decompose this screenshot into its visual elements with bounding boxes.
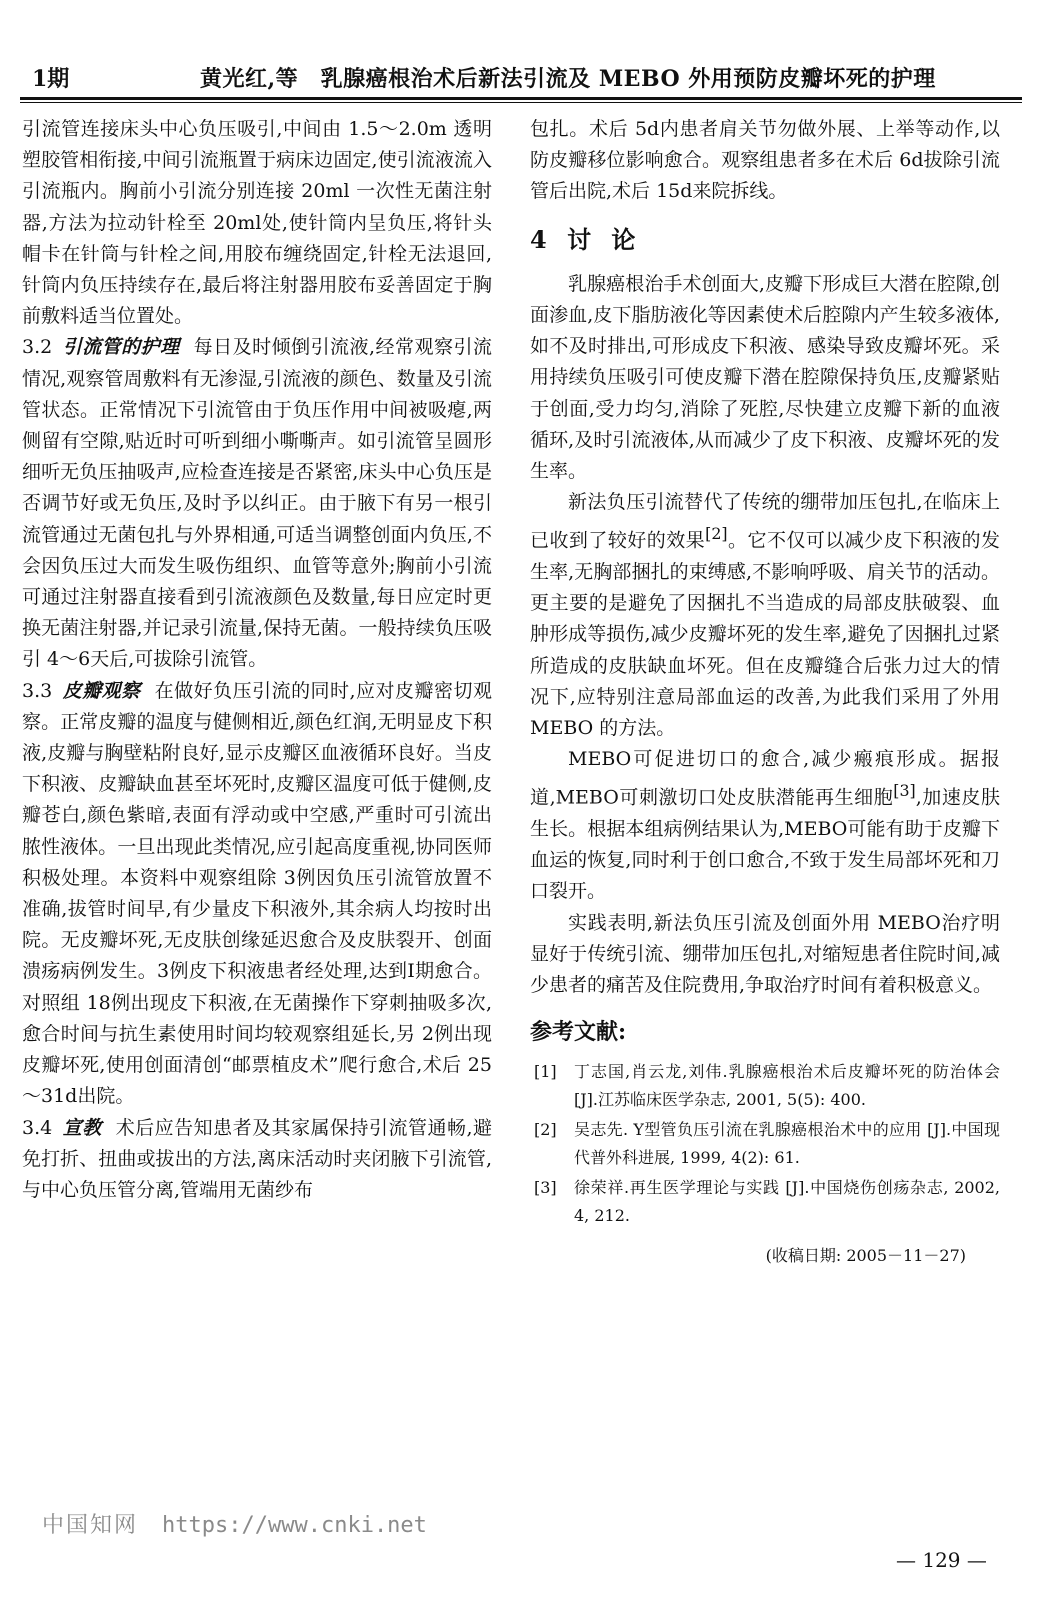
- reference-item: [530, 1058, 1000, 1114]
- left-column: [22, 114, 492, 1206]
- section-3-3: [22, 676, 492, 1113]
- section-3-2-text: 每日及时倾倒引流液,经常观察引流情况,观察管周敷料有无渗湿,引流液的颜色、数量及引流管状态。正常情况下引流管由于负压作用中间被吸瘪,两侧留有空隙,贴近时可听到细小嘶嘶声。如引流管呈圆形细听无负压抽吸声,应检查连接是否紧密,床头中心负压是否调节好或无负压,及时予以纠正。由于腋下有另一根引流管通过无菌包扎与外界相通,可适当调整创面内负压,不会因负压过大而发生吸伤组织、血管等意外;胸前小引流可通过注射器直接看到引流液颜色及数量,每日应定时更换无菌注射器,并记录引流量,保持无菌。一般持续负压吸引 4～6天后,可拔除引流管。: [22, 336, 492, 671]
- section-3-2-number: 3.2: [22, 336, 53, 359]
- right-column: [530, 114, 1000, 1272]
- header-rule-thick: [20, 97, 1022, 100]
- discussion-2-text-b: 。它不仅可以减少皮下积液的发生率,无胸部捆扎的束缚感,不影响呼吸、肩关节的活动。更主要的是避免了因捆扎不当造成的局部皮肤破裂、血肿形成等损伤,减少皮瓣坏死的发生率,避免了因捆扎过紧所造成的皮肤缺血坏死。但在皮瓣缝合后张力过大的情况下,应特别注意局部血运的改善,为此我们采用了外用 MEBO 的方法。: [530, 529, 1000, 739]
- section-3-2: [22, 332, 492, 675]
- discussion-paragraph-4: 实践表明,新法负压引流及创面外用 MEBO治疗明显好于传统引流、绷带加压包扎,对缩短患者住院时间,减少患者的痛苦及住院费用,争取治疗时间有着积极意义。: [530, 911, 1000, 996]
- received-date: (收稿日期: 2005－11－27): [765, 1246, 966, 1266]
- watermark-cn: 中国知网: [42, 1513, 139, 1538]
- reference-list: [530, 1058, 1000, 1230]
- issue-label: 1期: [32, 66, 70, 92]
- header-rule-thin: [20, 102, 1022, 103]
- reference-item: [530, 1174, 1000, 1230]
- section-3-3-text: 在做好负压引流的同时,应对皮瓣密切观察。正常皮瓣的温度与健侧相近,颜色红润,无明显皮下积液,皮瓣与胸壁粘附良好,显示皮瓣区血液循环良好。当皮下积液、皮瓣缺血甚至坏死时,皮瓣区温度可低于健侧,皮瓣苍白,颜色紫暗,表面有浮动或中空感,严重时可引流出脓性液体。一旦出现此类情况,应引起高度重视,协同医师积极处理。本资料中观察组除 3例因负压引流管放置不准确,拔管时间早,有少量皮下积液外,其余病人均按时出院。无皮瓣坏死,无皮肤创缘延迟愈合及皮肤裂开、创面溃疡病例发生。3例皮下积液患者经处理,达到Ⅰ期愈合。对照组 18例出现皮下积液,在无菌操作下穿刺抽吸多次,愈合时间与抗生素使用时间均较观察组延长,另 2例出现皮瓣坏死,使用创面清创“邮票植皮术”爬行愈合,术后 25～31d出院。: [22, 679, 492, 1108]
- cnki-watermark: [42, 1508, 427, 1539]
- section-3-2-heading: 引流管的护理: [62, 336, 180, 359]
- reference-number: [2]: [534, 1120, 557, 1140]
- section-3-4: [22, 1113, 492, 1207]
- reference-number: [3]: [534, 1178, 557, 1198]
- reference-number: [1]: [534, 1062, 557, 1082]
- discussion-paragraph-3: [530, 744, 1000, 907]
- continued-paragraph: 包扎。术后 5d内患者肩关节勿做外展、上举等动作,以防皮瓣移位影响愈合。观察组患者多在术后 6d拔除引流管后出院,术后 15d来院拆线。: [530, 118, 1000, 203]
- page-number: — 129 —: [896, 1548, 987, 1572]
- discussion-paragraph-1: 乳腺癌根治手术创面大,皮瓣下形成巨大潜在腔隙,创面渗血,皮下脂肪液化等因素使术后腔隙内产生较多液体,如不及时排出,可形成皮下积液、感染导致皮瓣坏死。采用持续负压吸引可使皮瓣下潜在腔隙保持负压,皮瓣紧贴于创面,受力均匀,消除了死腔,尽快建立皮瓣下新的血液循环,及时引流液体,从而减少了皮下积液、皮瓣坏死的发生率。: [530, 272, 1000, 483]
- intro-paragraph: 引流管连接床头中心负压吸引,中间由 1.5～2.0m 透明塑胶管相衔接,中间引流瓶置于病床边固定,使引流液流入引流瓶内。胸前小引流分别连接 20ml 一次性无菌注射器,方法为拉动针栓至 20ml处,使针筒内呈负压,将针头帽卡在针筒与针栓之间,用胶布缠绕固定,针栓无法退回,针筒内负压持续存在,最后将注射器用胶布妥善固定于胸前敷料适当位置处。: [22, 118, 492, 328]
- discussion-paragraph-2: [530, 487, 1000, 744]
- section-4-heading: [530, 224, 1000, 255]
- watermark-url: https://www.cnki.net: [162, 1513, 427, 1538]
- section-4-title: 讨 论: [567, 224, 642, 254]
- discussion-3-text-b: ,加速皮肤生长。根据本组病例结果认为,MEBO可能有助于皮瓣下血运的恢复,同时利于创口愈合,不致于发生局部坏死和刀口裂开。: [530, 786, 1000, 903]
- section-3-4-number: 3.4: [22, 1116, 53, 1139]
- reference-text: 徐荣祥.再生医学理论与实践 [J].中国烧伤创疡杂志, 2002, 4, 212.: [574, 1178, 1000, 1226]
- section-3-4-heading: 宣教: [62, 1116, 102, 1139]
- running-head: [20, 62, 1020, 96]
- running-title: 黄光红,等 乳腺癌根治术后新法引流及 MEBO 外用预防皮瓣坏死的护理: [200, 66, 936, 92]
- discussion-3-text-a: MEBO可促进切口的愈合,减少瘢痕形成。据报道,MEBO可刺激切口处皮肤潜能再生细胞: [530, 748, 1000, 809]
- reference-text: 丁志国,肖云龙,刘伟.乳腺癌根治术后皮瓣坏死的防治体会 [J].江苏临床医学杂志, 2001, 5(5): 400.: [574, 1062, 1000, 1110]
- discussion-2-text-a: 新法负压引流替代了传统的绷带加压包扎,在临床上已收到了较好的效果: [530, 491, 1000, 552]
- section-4-number: 4: [530, 224, 553, 254]
- section-3-3-number: 3.3: [22, 679, 53, 702]
- reference-text: 吴志先. Y型管负压引流在乳腺癌根治术中的应用 [J].中国现代普外科进展, 1999, 4(2): 61.: [574, 1120, 1000, 1168]
- citation-3: [3]: [893, 781, 916, 801]
- reference-item: [530, 1116, 1000, 1172]
- citation-2: [2]: [705, 524, 728, 544]
- section-3-4-text: 术后应告知患者及其家属保持引流管通畅,避免打折、扭曲或拔出的方法,离床活动时夹闭腋下引流管,与中心负压管分离,管端用无菌纱布: [22, 1116, 492, 1201]
- section-3-3-heading: 皮瓣观察: [62, 679, 141, 702]
- references-heading: 参考文献:: [530, 1019, 627, 1046]
